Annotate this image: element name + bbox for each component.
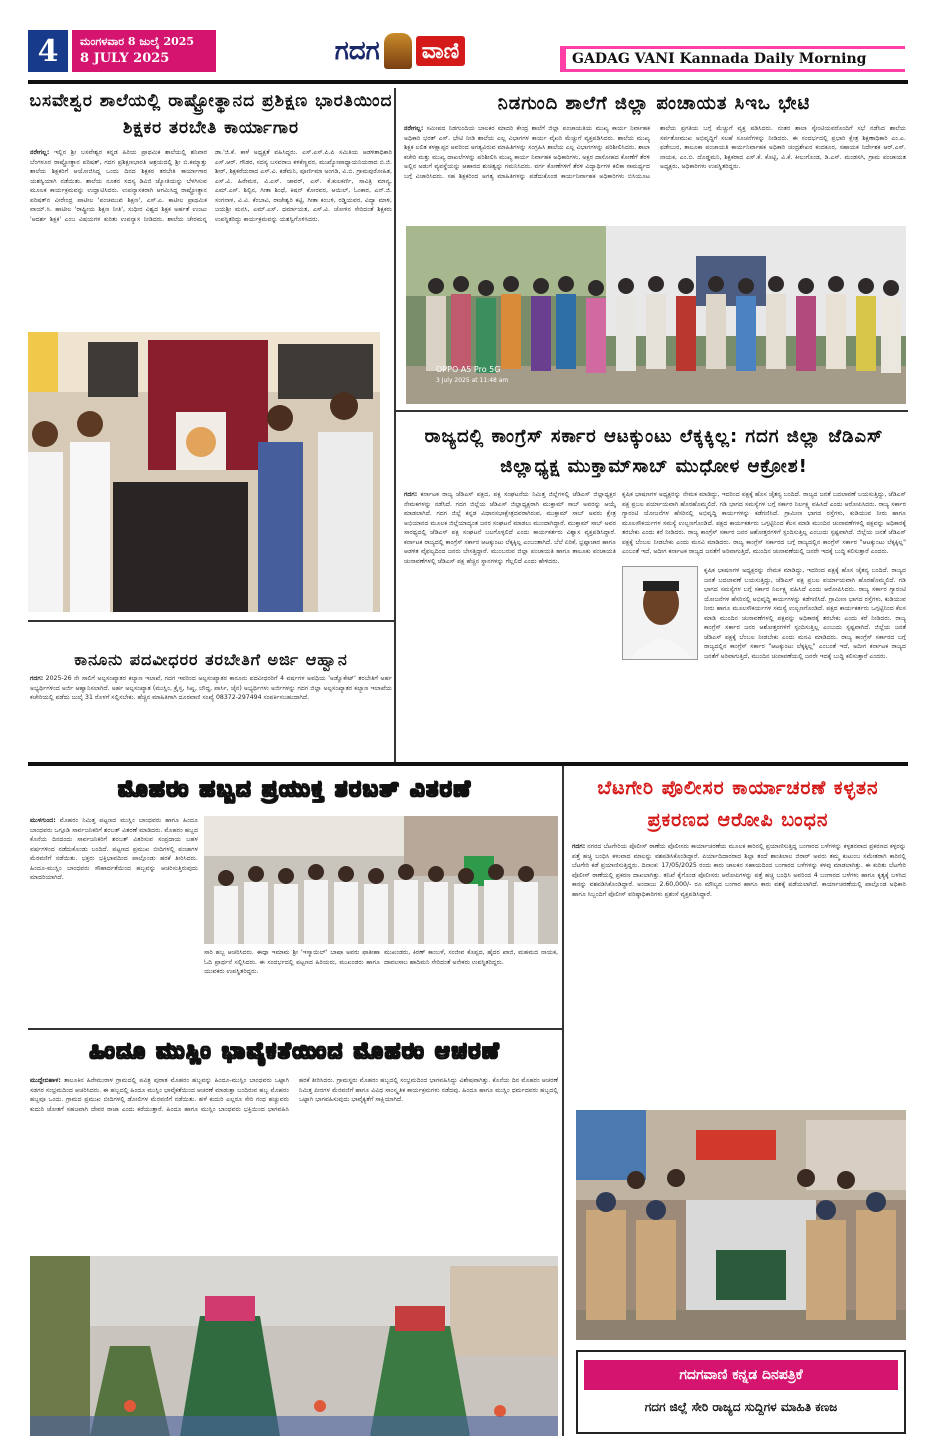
article-body-left: [404, 490, 616, 756]
article-body-right: [384, 948, 558, 1024]
section-divider: [28, 620, 394, 622]
article-headline: ನಿಡಗುಂದಿ ಶಾಲೆಗೆ ಜಿಲ್ಲಾ ಪಂಚಾಯತ ಸಿಇಒ ಭೇಟಿ: [497, 93, 811, 114]
dateline: ಮುದ್ದೇಬಿಹಾಳ:: [30, 1077, 61, 1084]
article-photo: [576, 1110, 906, 1340]
dateline: ಗದಗ:: [404, 491, 418, 498]
dateline: ನರೇಗಲ್ಲ:: [404, 125, 424, 132]
workshop-photo-icon: [28, 332, 380, 612]
article-text: ಕೃಷಿಕ ಭಾಷಣಗಳ ಅಧ್ಯಕ್ಷರನ್ನು ನೇಮಕ ಮಾಡಿದ್ದು, ಇದರಿಂದ ಪಕ್ಷಕ್ಕೆ ಹೊಸ ಚೈತನ್ಯ ಬಂದಿದೆ. ರಾಜ್ಯದ ಜನತೆ ಬದಲಾವಣೆ ಬಯಸುತ್ತಿದ್ದು, ಜೆಡಿಎಸ್ ಪಕ್ಷ ಪ್ರಬಲ ಪರ್ಯಾಯವಾಗಿ ಹೊರಹೊಮ್ಮಲಿದೆ. ಗಡಿ ಭಾಗದ ಸಮಸ್ಯೆಗಳ ಬಗ್ಗೆ ಸರ್ಕಾರ ನಿರ್ಲಕ್ಷ್ಯ ವಹಿಸಿದೆ ಎಂದು ಆರೋಪಿಸಿದರು. ರಾಜ್ಯ ಸರ್ಕಾರ ಗ್ಯಾರಂಟಿ ಯೋಜನೆಗಳ ಹೆಸರಿನಲ್ಲಿ ಅಭಿವೃದ್ಧಿ ಕಾರ್ಯಗಳನ್ನು ಕಡೆಗಣಿಸಿದೆ. ಗ್ರಾಮೀಣ ಭಾಗದ ರಸ್ತೆಗಳು, ಕುಡಿಯುವ ನೀರು ಹಾಗೂ ಮೂಲಸೌಕರ್ಯಗಳ ಸಮಸ್ಯೆ ಉಲ್ಬಣಗೊಂಡಿದೆ. ಪಕ್ಷದ ಕಾರ್ಯಕರ್ತರು ಒಗ್ಗಟ್ಟಿನಿಂದ ಕೆಲಸ ಮಾಡಿ ಮುಂದಿನ ಚುನಾವಣೆಗಳಲ್ಲಿ ಪಕ್ಷವನ್ನು ಅಧಿಕಾರಕ್ಕೆ ತರಬೇಕು ಎಂದು ಕರೆ ನೀಡಿದರು. ರಾಜ್ಯ ಕಾಂಗ್ರೆಸ್ ಸರ್ಕಾರ ಜನರ ಆಶೋತ್ತರಗಳಿಗೆ ಸ್ಪಂದಿಸುತ್ತಿಲ್ಲ ಎಂಬುದು ಸ್ಪಷ್ಟವಾಗಿದೆ. ಜಿಲ್ಲೆಯ ಜನತೆ ಜೆಡಿಎಸ್ ಪಕ್ಷಕ್ಕೆ ಬೆಂಬಲ ನೀಡಬೇಕು ಎಂದು ಮನವಿ ಮಾಡಿದರು. ರಾಜ್ಯ ಕಾಂಗ್ರೆಸ್ ಸರ್ಕಾರದ ಬಗ್ಗೆ ರಾಜ್ಯದಲ್ಲಿನ ಕಾಂಗ್ರೆಸ್ ಸರ್ಕಾರ "ಆಟಕ್ಕುಂಟು ಲೆಕ್ಕಕ್ಕಿಲ್ಲ" ಎಂಬಂತೆ ಇದೆ, ಅದೀಗ ಕರ್ನಾಟಕ ರಾಜ್ಯದ ಜನತೆಗೆ ಅರಿವಾಗುತ್ತಿದೆ, ಮುಂದಿನ ಚುನಾವಣೆಯಲ್ಲಿ ಜನರೇ ಇದಕ್ಕೆ ಬುದ್ಧಿ ಕಲಿಸುತ್ತಾರೆ ಎಂದರು.: [622, 491, 906, 555]
article-headline: ಬೆಟಗೇರಿ ಪೊಲೀಸರ ಕಾರ್ಯಾಚರಣೆ ಕಳ್ಳತನ ಪ್ರಕರಣದ ಆರೋಪಿ ಬಂಧನ: [597, 777, 879, 831]
newspaper-logo: [300, 30, 500, 72]
article-text: ಸಮೀಪದ ನಿಡಗುಂದಿಯ ಬಾಲಕರ ಮಾದರಿ ಕೇಂದ್ರ ಶಾಲೆಗೆ ಜಿಲ್ಲಾ ಪಂಚಾಯತಿಯ ಮುಖ್ಯ ಕಾರ್ಯ ನಿರ್ವಾಹಕ ಅಧಿಕಾರಿ ಭರತ್ ಎಸ್. ಭೇಟಿ ನೀಡಿ ಶಾಲೆಯ ಎಲ್ಲ ವಿಭಾಗಗಳ ಕಾರ್ಯ ವೈಖರಿ ಮೆಚ್ಚುಗೆ ವ್ಯಕ್ತಪಡಿಸಿದರು. ಶಾಲೆಯ ಮುಖ್ಯ ಶಿಕ್ಷಕ ಲಲಿತ ಕಳಕ್ಷಾಪ್ಪರ ಅವರಿಂದ ಅಗತ್ಯವಿರುವ ಮಾಹಿತಿಗಳನ್ನು ಸಂಗ್ರಹಿಸಿ ಶಾಲೆಯ ಎಲ್ಲ ವಿಭಾಗಗಳನ್ನು ಪರಿಶೀಲಿಸಿದರು. ಶಾಲಾ ಕಚೇರಿ ಮತ್ತು ಮುಖ್ಯ ದಾಖಲೆಗಳನ್ನು ಪರಿಶೀಲಿಸಿ ಮುಖ್ಯ ಕಾರ್ಯ ನಿರ್ವಾಹಕ ಅಧಿಕಾರಿಗಳು, ಅಕ್ಷರ ದಾಸೋಹದ ಕೋಣೆಗೆ ತೆರಳಿ ಅಲ್ಲಿನ ಅಡುಗೆ ವ್ಯವಸ್ಥೆಯನ್ನು ಆಹಾರದ ಶುಚಿತ್ವನ್ನು ಗಮನಿಸಿದರು. ವರ್ಗ ಕೋಣೆಗಳಿಗೆ ತೆರಳಿ ವಿದ್ಯಾರ್ಥಿಗಳ ಕಲಿಕಾ ಸಾಮರ್ಥ್ಯದ ಬಗ್ಗೆ ವಿಚಾರಿಸಿದರು. ಸಹ ಶಿಕ್ಷಕರಿಂದ ಅಗತ್ಯ ಮಾಹಿತಿಗಳನ್ನು ಪಡೆದುಕೊಂಡ ಕಾರ್ಯನಿರ್ವಾಹಕ ಅಧಿಕಾರಿಗಳು ಬಿಸಿಯೂಟ ಶಾಲೆಯ ಪ್ರಗತಿಯ ಬಗ್ಗೆ ಮೆಚ್ಚುಗೆ ವ್ಯಕ್ತ ಪಡಿಸಿದರು. ನಂತರ ಶಾಲಾ ಸ್ಕೇಂಟಿಯವರೊಂದಿಗೆ ಸಭೆ ನಡೆಸಿದ ಶಾಲೆಯ ಸರ್ವತೋಮುಖ ಅಭಿವೃದ್ಧಿಗೆ ಸಲಹೆ ಸೂಚನೆಗಳನ್ನು ನೀಡಿದರು. ಈ ಸಂದರ್ಭದಲ್ಲಿ ಪ್ರಭಾರಿ ಕ್ಷೇತ್ರ ಶಿಕ್ಷಣಾಧಿಕಾರಿ ಎಂ.ಎ. ಫಡೇಬುರ, ತಾಲೂಕಾ ಪಂಚಾಯತಿ ಕಾರ್ಯನಿರ್ವಾಹಕ ಅಧಿಕಾರಿ ಚಂದ್ರಶೇಖರ ಕಂದಕೂರ, ಸಹಾಯಕ ನಿರ್ದೇಶಕ ಆರ್.ಎಸ್. ನಾಯಕ, ಎಂ.ಬಿ. ದೊಡ್ಡಮನಿ, ಶಿಕ್ಷಕರಾದ ಎಸ್.ಕೆ. ಕೊಟ್ಟಿ, ವಿ.ಕೆ. ಕೀಲುಗೊಂಡ, ಡಿ.ಎಸ್. ಮಂಡಸಗಿ, ಗ್ರಾಮ ಪಂಚಾಯತ ಅಧ್ಯಕ್ಷರು, ಅಧಿಕಾರಿಗಳು ಉಪಸ್ಥಿತರಿದ್ದರು.: [404, 125, 906, 180]
column-divider: [562, 766, 564, 1436]
article-photo: [30, 1256, 558, 1436]
article-body-right-top: [622, 490, 906, 562]
article-body: [572, 842, 906, 1100]
article-body: [30, 148, 392, 326]
article-body-right: [704, 566, 906, 756]
article-headline: ಮೊಹರಂ ಹಬ್ಬದ ಪ್ರಯುಕ್ತ ಶರಬತ್ ವಿತರಣೆ: [118, 777, 472, 802]
logo-left-text: ಗದಗ: [334, 35, 380, 66]
article-text: ತಾಲೂಕಿನ ಹಿರೇಮುರಾಳ ಗ್ರಾಮದಲ್ಲಿ ಪವಿತ್ರ ಪುರಾತ ಮೊಹರಂ ಹಬ್ಬವನ್ನು ಹಿಂದೂ-ಮುಸ್ಲಿಂ ಬಾಂಧವರು ಒಟ್ಟಾಗಿ ಸಡಗರ ಸಂಭ್ರಮದಿಂದ ಆಚರಿಸಿದರು. ಈ ಹಬ್ಬದಲ್ಲಿ ಹಿಂದೂ ಮುಸ್ಲಿಂ ಭಾವೈಕತೆಯಿಂದ ಆಚರಣೆ ಮಾಡುತ್ತಾ ಬಂದಿರುವ ಹಬ್ಬ ಮೊಹರಂ ಹಬ್ಬವೂ ಒಂದು. ಗ್ರಾಮದ ಪ್ರಮುಖ ಬೀದಿಗಳಲ್ಲಿ ಡೋಲಿಗಳ ಮೆರವಣಿಗೆ ನಡೆಯಿತು. ಹಳೆ ಕುದುರಿ ಎಲ್ಲರೂ ಸೇರಿ ಗಂಧ ಹಚ್ಚುವರು ಕುದುರಿ ಜೋತಗೆ ಸಹಜವಾಗಿ ದೇವರ ರಾಜಾ ಎಂದು ಕರೆಯುತ್ತಾರೆ. ಹಿಂದೂ ಹಾಗೂ ಮುಸ್ಲಿಂ ಬಾಂಧವರು ಭಕ್ತಿಯಿಂದ ಭಾಗವಹಿಸಿ ಹರಕೆ ತೀರಿಸಿದರು. ಗ್ರಾಮಸ್ಥರು ಮೊಹರಂ ಹಬ್ಬದಲ್ಲಿ ಸಂಭ್ರಮದಿಂದ ಭಾಗವಹಿಸಿದ್ದು ವಿಶೇಷವಾಗಿತ್ತು. ಕೊನೆಯ ದಿನ ಮೊಹರಂ ಆಚರಣೆ ನಿಮಿತ್ತ ಪೀರಗಳ ಮೆರವಣಿಗೆ ಹಾಗೂ ವಿವಿಧ ಸಾಂಸ್ಕೃತಿಕ ಕಾರ್ಯಕ್ರಮಗಳು ನಡೆದವು. ಹಿಂದೂ ಹಾಗೂ ಮುಸ್ಲಿಂ ಧರ್ಮದವರು ಹಬ್ಬದಲ್ಲಿ ಒಟ್ಟಾಗಿ ಭಾಗವಹಿಸುವುದು ಭಾವೈಕ್ಯತೆಗೆ ಸಾಕ್ಷಿಯಾಗಿದೆ.: [30, 1077, 558, 1113]
page-number: 4: [28, 30, 68, 72]
date-kannada: ಮಂಗಳವಾರ 8 ಜುಲೈ 2025: [80, 35, 195, 48]
police-photo-icon: [576, 1110, 906, 1340]
promo-box: [576, 1350, 906, 1434]
dateline: ನರೇಗಲ್ಲ:: [30, 149, 50, 156]
column-divider: [394, 410, 396, 762]
article-headline: ಬಸವೇಶ್ವರ ಶಾಲೆಯಲ್ಲಿ ರಾಷ್ಟ್ರೋತ್ಥಾನದ ಪ್ರಶಿಕ್ಷಣ ಭಾರತಿಯಿಂದ ಶಿಕ್ಷಕರ ತರಬೇತಿ ಕಾರ್ಯಾಗಾರ: [29, 91, 393, 138]
procession-photo-icon: [204, 816, 558, 944]
header-divider: [28, 80, 908, 84]
section-divider: [28, 1028, 562, 1030]
article-body: [30, 674, 392, 756]
article-photo: [28, 332, 380, 612]
person-portrait-icon: [623, 567, 698, 660]
article-text: ನಗರದ ಬೆಟಗೇರಿಯ ಪೊಲೀಸ್ ಠಾಣೆಯ ಪೊಲೀಸರು ಕಾರ್ಯಾಚರಣೆಯ ಮೂಲಕ ಕಾರಿನಲ್ಲಿ ಪ್ರಯಾಣಿಸುತ್ತಿದ್ದ ಬಂಗಾರದ ಬಳೆಗಳನ್ನು ಕಳ್ಳತನವಾದ ಪ್ರಕರಣದ ಕಳ್ಳರನ್ನು ಪತ್ತೆ ಹಚ್ಚಿ ಬಂಧಿಸಿ ಕಳುವಾದ ಮಾಲನ್ನು ವಶಪಡಿಸಿಕೊಂಡಿದ್ದಾರೆ. ಪಿರ್ಯಾದಿದಾರರಾದ ಶಿಲ್ಪಾ ತಂದೆ ಶಾಂತಿಲಾಲ ಜಿರಾರ್ ಅವರು ತಮ್ಮ ಕುಟುಂಬ ಸಮೇತರಾಗಿ ಕಾರಿನಲ್ಲಿ ಬೆಟಗೇರಿ ಕಡೆ ಪ್ರಯಾಣಿಸುತ್ತಿದ್ದರು. ದಿನಾಂಕ: 17/05/2025 ರಂದು ಕಾರು ಚಾಲಕನ ಸಹಾಯದಿಂದ ಬಂಗಾರದ ಬಳೆಗಳನ್ನು ಕಳವು ಮಾಡಲಾಗಿತ್ತು. ಈ ಕುರಿತು ಬೆಟಗೇರಿ ಪೊಲೀಸ್ ಠಾಣೆಯಲ್ಲಿ ಪ್ರಕರಣ ದಾಖಲಾಗಿತ್ತು. ತನಿಖೆ ಕೈಗೊಂಡ ಪೊಲೀಸರು ಆರೋಪಿಗಳನ್ನು ಪತ್ತೆ ಹಚ್ಚಿ ಬಂಧಿಸಿ ಅವರಿಂದ 4 ಬಂಗಾರದ ಬಳೆಗಳು ಹಾಗೂ ಕೃತ್ಯಕ್ಕೆ ಬಳಸಿದ ಕಾರನ್ನು ವಶಪಡಿಸಿಕೊಂಡಿದ್ದಾರೆ. ಅಂದಾಜು 2.60,000/- ರೂ ಮೌಲ್ಯದ ಬಂಗಾರ ಹಾಗೂ ಕಾರು ವಶಕ್ಕೆ ಪಡೆಯಲಾಗಿದೆ. ಕಾರ್ಯಾಚರಣೆಯಲ್ಲಿ ಪಾಲ್ಗೊಂಡ ಅಧಿಕಾರಿ ಹಾಗೂ ಸಿಬ್ಬಂದಿಗೆ ಪೊಲೀಸ್ ವರಿಷ್ಠಾಧಿಕಾರಿಗಳು ಪ್ರಶಂಸೆ ವ್ಯಕ್ತಪಡಿಸಿದ್ದಾರೆ.: [572, 843, 906, 898]
article-text: ಮೊಹರಂ ನಿಮಿತ್ತ ಪಟ್ಟಣದ ಮುಸ್ಲಿಂ ಬಾಂಧವರು ಹಾಗೂ ಹಿಂದೂ ಬಾಂಧವರು ಒಗ್ಗೂಡಿ ಸಾರ್ವಜನಿಕರಿಗೆ ಶರಬತ್ ವಿತರಣೆ ಮಾಡಿದರು. ಮೊಹರಂ ಹಬ್ಬದ ಕೊನೆಯ ದಿನದಂದು ಸಾರ್ವಜನಿಕರಿಗೆ ಶರಬತ್ ವಿತರಿಸುವ ಸಂಪ್ರದಾಯ ಬಹಳ ವರ್ಷಗಳಿಂದ ನಡೆದುಕೊಂಡು ಬಂದಿದೆ. ಪಟ್ಟಣದ ಪ್ರಮುಖ ಬೀದಿಗಳಲ್ಲಿ ಪಂಜಾಗಳ ಮೆರವಣಿಗೆ ನಡೆಯಿತು. ಭಕ್ತರು ಭಕ್ತಿಭಾವದಿಂದ ಪಾಲ್ಗೊಂಡು ಹರಕೆ ತೀರಿಸಿದರು. ಹಿಂದೂ-ಮುಸ್ಲಿಂ ಬಾಂಧವರು ಸೌಹಾರ್ದತೆಯಿಂದ ಹಬ್ಬವನ್ನು ಆಚರಿಸುತ್ತಿರುವುದು ಮಾದರಿಯಾಗಿದೆ.: [30, 817, 198, 881]
article-body-mid: [204, 948, 380, 1024]
section-divider: [394, 410, 908, 412]
article-text: ಕೃಷಿಕ ಭಾಷಣಗಳ ಅಧ್ಯಕ್ಷರನ್ನು ನೇಮಕ ಮಾಡಿದ್ದು, ಇದರಿಂದ ಪಕ್ಷಕ್ಕೆ ಹೊಸ ಚೈತನ್ಯ ಬಂದಿದೆ. ರಾಜ್ಯದ ಜನತೆ ಬದಲಾವಣೆ ಬಯಸುತ್ತಿದ್ದು, ಜೆಡಿಎಸ್ ಪಕ್ಷ ಪ್ರಬಲ ಪರ್ಯಾಯವಾಗಿ ಹೊರಹೊಮ್ಮಲಿದೆ. ಗಡಿ ಭಾಗದ ಸಮಸ್ಯೆಗಳ ಬಗ್ಗೆ ಸರ್ಕಾರ ನಿರ್ಲಕ್ಷ್ಯ ವಹಿಸಿದೆ ಎಂದು ಆರೋಪಿಸಿದರು. ರಾಜ್ಯ ಸರ್ಕಾರ ಗ್ಯಾರಂಟಿ ಯೋಜನೆಗಳ ಹೆಸರಿನಲ್ಲಿ ಅಭಿವೃದ್ಧಿ ಕಾರ್ಯಗಳನ್ನು ಕಡೆಗಣಿಸಿದೆ. ಗ್ರಾಮೀಣ ಭಾಗದ ರಸ್ತೆಗಳು, ಕುಡಿಯುವ ನೀರು ಹಾಗೂ ಮೂಲಸೌಕರ್ಯಗಳ ಸಮಸ್ಯೆ ಉಲ್ಬಣಗೊಂಡಿದೆ. ಪಕ್ಷದ ಕಾರ್ಯಕರ್ತರು ಒಗ್ಗಟ್ಟಿನಿಂದ ಕೆಲಸ ಮಾಡಿ ಮುಂದಿನ ಚುನಾವಣೆಗಳಲ್ಲಿ ಪಕ್ಷವನ್ನು ಅಧಿಕಾರಕ್ಕೆ ತರಬೇಕು ಎಂದು ಕರೆ ನೀಡಿದರು. ರಾಜ್ಯ ಕಾಂಗ್ರೆಸ್ ಸರ್ಕಾರ ಜನರ ಆಶೋತ್ತರಗಳಿಗೆ ಸ್ಪಂದಿಸುತ್ತಿಲ್ಲ ಎಂಬುದು ಸ್ಪಷ್ಟವಾಗಿದೆ. ಜಿಲ್ಲೆಯ ಜನತೆ ಜೆಡಿಎಸ್ ಪಕ್ಷಕ್ಕೆ ಬೆಂಬಲ ನೀಡಬೇಕು ಎಂದು ಮನವಿ ಮಾಡಿದರು. ರಾಜ್ಯ ಕಾಂಗ್ರೆಸ್ ಸರ್ಕಾರದ ಬಗ್ಗೆ ರಾಜ್ಯದಲ್ಲಿನ ಕಾಂಗ್ರೆಸ್ ಸರ್ಕಾರ "ಆಟಕ್ಕುಂಟು ಲೆಕ್ಕಕ್ಕಿಲ್ಲ" ಎಂಬಂತೆ ಇದೆ, ಅದೀಗ ಕರ್ನಾಟಕ ರಾಜ್ಯದ ಜನತೆಗೆ ಅರಿವಾಗುತ್ತಿದೆ, ಮುಂದಿನ ಚುನಾವಣೆಯಲ್ಲಿ ಜನರೇ ಇದಕ್ಕೆ ಬುದ್ಧಿ ಕಲಿಸುತ್ತಾರೆ ಎಂದರು.: [704, 567, 906, 660]
portrait-photo: [622, 566, 698, 660]
article-text: ಕರ್ನಾಟಕ ರಾಜ್ಯ ಜೆಡಿಎಸ್ ಪಕ್ಷದ, ಪಕ್ಷ ಸಂಘಟನೆಯ ನಿಮಿತ್ತ ಜಿಲ್ಲೆಗಳಲ್ಲಿ ಜೆಡಿಎಸ್ ಜಿಲ್ಲಾಧ್ಯಕ್ಷರ ನೇಮಕಗಳನ್ನು ನಡೆಸಿದೆ. ಗದಗ ಜಿಲ್ಲೆಯ ಜೆಡಿಎಸ್ ಜಿಲ್ಲಾಧ್ಯಕ್ಷರಾಗಿ ಮುಕ್ತಾಮ್ ಸಾಬ್ ಅವರನ್ನು ಆಯ್ಕೆ ಮಾಡಲಾಗಿದೆ. ಗದಗ ಜಿಲ್ಲೆ ಕನ್ನಡ ವಿಧಾನಸಭಾಕ್ಷೇತ್ರದವರಾಗಿರುವ, ಮುಕ್ತಾಮ್ ಸಾಬ್ ಅವರು ಕ್ಷೇತ್ರ ಅಭಿಯಾನದ ಮೂಲಕ ಜಿಲ್ಲೆಯಾದ್ಯಂತ ಜನರ ಸಂಘಟನೆ ಮಾಡಲು ಮುಂದಾಗಿದ್ದಾರೆ. ಮುಕ್ತಾಮ್ ಸಾಬ್ ಅವರ ಸಾರಥ್ಯದಲ್ಲಿ ಜೆಡಿಎಸ್ ಪಕ್ಷ ಸಂಘಟನೆ ಬಲಗೊಳ್ಳಲಿದೆ ಎಂದು ಕಾರ್ಯಕರ್ತರು ವಿಶ್ವಾಸ ವ್ಯಕ್ತಪಡಿಸಿದ್ದಾರೆ. ಕರ್ನಾಟಕ ರಾಜ್ಯದಲ್ಲಿ ಕಾಂಗ್ರೆಸ್ ಸರ್ಕಾರ ಆಟಕ್ಕುಂಟು ಲೆಕ್ಕಕ್ಕಿಲ್ಲ ಎಂಬಂತಾಗಿದೆ. ಬೆಲೆ ಏರಿಕೆ, ಭ್ರಷ್ಟಾಚಾರ ಹಾಗೂ ಆಡಳಿತ ವೈಫಲ್ಯದಿಂದ ಜನರು ಬೇಸತ್ತಿದ್ದಾರೆ. ಮುಂಬರುವ ಜಿಲ್ಲಾ ಪಂಚಾಯತಿ ಹಾಗೂ ತಾಲೂಕು ಪಂಚಾಯತಿ ಚುನಾವಣೆಗಳಲ್ಲಿ ಜೆಡಿಎಸ್ ಪಕ್ಷ ಹೆಚ್ಚಿನ ಸ್ಥಾನಗಳನ್ನು ಗೆಲ್ಲಲಿದೆ ಎಂದು ಹೇಳಿದರು.: [404, 491, 616, 565]
logo-figure-icon: [384, 33, 412, 69]
article-body-left: [30, 816, 198, 1022]
article-text: ಇಲ್ಲಿನ ಶ್ರೀ ಬಸವೇಶ್ವರ ಕನ್ನಡ ಹಿರಿಯ ಪ್ರಾಥಮಿಕ ಶಾಲೆಯಲ್ಲಿ ಶನಿವಾರ ಬೆಂಗಳೂರ ರಾಷ್ಟ್ರೋತ್ಥಾನ ಪರಿಷತ್, ಗದಗ ಪ್ರಶಿಕ್ಷಣಭಾರತಿ ಆಶ್ರಯದಲ್ಲಿ ಶ್ರೀ ಬಿ.ಕಮ್ಮಾತ್ತು ಶಾಲೆಯ ಶಿಕ್ಷಕರಿಗೆ ಆಯೋಜಿಸಿದ್ದ ಒಂದು ದಿನದ ಶಿಕ್ಷಕರ ತರಬೇತಿ ಕಾರ್ಯಾಗಾರ ಯಶಸ್ವಿಯಾಗಿ ನಡೆಯಿತು. ಶಾಲೆಯ ನೂತನ ಸದಸ್ಯ ಡಿವಿಜಿ ಜ್ಯೋತಿಯನ್ನು ಬೆಳಗಿಸುವ ಮೂಲಕ ಕಾರ್ಯಕ್ರಮವನ್ನು ಉದ್ಘಾಟಿಸಿದರು. ಉಪನ್ಯಾಸಕರಾಗಿ ಆಗಮಿಸಿದ್ದ ರಾಷ್ಟ್ರೋತ್ಥಾನ ಪರಿಷತ್‌ನ ವೀರೇಂದ್ರ ಪಾಟೀಲ 'ಪಂಚಮುಖಿ ಶಿಕ್ಷಣ', ಎಸ್.ಎ. ಕಾಟೀಲ ಪ್ರಾಥಮಿಕ ವಾಯ್.ಸಿ. ಹಾಟೀಲ 'ರಾಷ್ಟ್ರೀಯ ಶಿಕ್ಷಣ ನೀತಿ', ಸುಧೀರ ವಿಶ್ವದ ಶಿಕ್ಷಕ ಅರ್ಹತೆ ಉಂಟು 'ಆದರ್ಶ ಶಿಕ್ಷಕ' ಎಂಬ ವಿಷಯಗಳ ಕುರಿತು ಉಪನ್ಯಾಸ ನೀಡಿದರು. ಶಾಲೆಯ ಚೇರಮನ್ನ ಡಾ.'ಜಿ.ಕೆ. ಕಾಳೆ ಅಧ್ಯಕ್ಷತೆ ವಹಿಸಿದ್ದರು. ಎಸ್.ಎಸ್.ಪಿ.ಪಿ ಸಮಿತಿಯ ಆಡಳಿತಾಧಿಕಾರಿ ಎಸ್.ಆರ್. ಗೌಡರ, ಸದಸ್ಯ ಬಸವರಾಜ ಕಳಕೆಣ್ಣವರ, ಮುಖ್ಯೋಪಾಧ್ಯಾಯನಿಯರಾದ ಬಿ.ಜಿ. ಶೀರ್, ಶಿಕ್ಷಕರೆಯರಾದ ಎಸ್.ವಿ. ಕಡೆಮನಿ, ಪೂರ್ಣಿಮಾ ಅಂಗಡಿ, ವಿ.ಬಿ. ಗ್ರಾಮಪುರೋಹಿತ, ಎಸ್.ವಿ. ಹಿರೇಮಠ, ವಿ.ಎಸ್. ಜಾವರ್, ಎಸ್. ಕೆ.ಕುಲಕರ್ಣಿ, ಸಾವಿತ್ರಿ ಮಾನ್ಯ, ಎಮ್.ಎಸ್. ಶಿಲ್ಪಿನ, ಗೀತಾ ಶಿಂಧೆ, ಕಿಷನ್ ಕೋರವರ, ಆಯಿಲ್, ಓಂಕಾರ, ಎನ್.ಜಿ. ಸಂಗನಾಳ, ವಿ.ವಿ. ಕೆಂಬಾವಿ, ರಾಜೇಶ್ವರಿ ಕಟ್ಟಿ, ಗೀತಾ ಕಂಬಳಿ, ರಡ್ಡಿಯವರ, ವಿದ್ಯಾ ಮಾಳಿ, ಜಯಶ್ರೀ ಮನಸಿ, ಎಮ್.ಎಸ್. ಧರ್ಮಾಯತ, ಎಸ್.ವಿ. ಚೋಳಿನ ಸೇರಿದಂತೆ ಶಿಕ್ಷಕರು ಉಪಸ್ಥಿತರಿದ್ದು ಕಾರ್ಯಕ್ರಮವನ್ನು ಯಶಸ್ವಿಗೊಳಿಸಿದರು.: [30, 149, 392, 223]
article-body: [30, 1076, 558, 1252]
issue-date: [72, 30, 216, 72]
masthead-banner: [560, 46, 905, 72]
promo-subtitle: ಗದಗ ಜಿಲ್ಲೆ ಸೇರಿ ರಾಜ್ಯದ ಸುದ್ದಿಗಳ ಮಾಹಿತಿ ಕಣಜ: [644, 1400, 838, 1414]
section-divider-thick: [28, 762, 908, 766]
article-headline: ಹಿಂದೂ ಮುಸ್ಲಿಂ ಭಾವೈಕತೆಯಿಂದ ಮೊಹರಂ ಆಚರಣೆ: [89, 1039, 501, 1064]
date-english: 8 JULY 2025: [80, 51, 170, 66]
article-text: ಮುಖಂಡರು, ಕಿರಣ್ ಕಾಂಬಳೆ, ಸಂಜೀವ ಕೊಪ್ಪದ, ಹೈದರ ಖಾಜಿ, ಮಹಮದ ನಾಯಕ, ದಾವಲಸಾಬ ಹಾದಿಮನಿ ಸೇರಿದಂತೆ ಅನೇಕರು ಉಪಸ್ಥಿತರಿದ್ದರು.: [384, 949, 558, 966]
festival-photo-icon: [30, 1256, 558, 1436]
article-body: [404, 124, 906, 224]
article-headline: ಕಾನೂನು ಪದವೀಧರರ ತರಬೇತಿಗೆ ಅರ್ಜಿ ಆಹ್ವಾನ: [74, 650, 348, 669]
article-text: ಸಾರಿ ಹಬ್ಬ ಆಚರಿಸಿದರು. ಈದ್ಗಾ ಇಮಾಮ ಶ್ರೀ 'ಇಸ್ಮಾಯಿಲ್' ಬಾಷಾ ಅವರು ಫಾತೀಹಾ ಓದಿ ಪ್ರಾರ್ಥನೆ ಸಲ್ಲಿಸಿದರು. ಈ ಸಂದರ್ಭದಲ್ಲಿ ಪಟ್ಟಣದ ಹಿರಿಯರು, ಮುಖಂಡರು ಹಾಗೂ ಯುವಕರು ಉಪಸ್ಥಿತರಿದ್ದರು.: [204, 949, 380, 975]
photo-date-stamp: 3 July 2025 at 11:48 am: [436, 377, 509, 384]
dateline: ಗದಗ:: [572, 843, 586, 850]
photo-camera-stamp: OPPO A5 Pro 5G: [436, 365, 501, 374]
logo-right-text: ವಾಣಿ: [416, 36, 465, 66]
article-photo: [406, 226, 906, 404]
article-photo: [204, 816, 558, 944]
column-divider: [394, 88, 396, 410]
dateline: ಗದಗ:: [30, 675, 44, 682]
masthead-text: GADAG VANI Kannada Daily Morning: [566, 49, 905, 69]
dateline: ಮುಳಗುಂದ:: [30, 817, 56, 824]
article-headline: ರಾಜ್ಯದಲ್ಲಿ ಕಾಂಗ್ರೆಸ್ ಸರ್ಕಾರ ಆಟಕ್ಕುಂಟು ಲೆಕ್ಕಕ್ಕಿಲ್ಲ: ಗದಗ ಜಿಲ್ಲಾ ಜೆಡಿಎಸ್ ಜಿಲ್ಲಾಧ್ಯಕ್ಷ ಮುಕ್ತಾಮ್‌ಸಾಬ್ ಮುಧೋಳ ಆಕ್ರೋಶ!: [424, 426, 884, 477]
article-text: 2025-26 ನೇ ಸಾಲಿಗೆ ಅಲ್ಪಸಂಖ್ಯಾತರ ಕಲ್ಯಾಣ ಇಲಾಖೆ, ಗದಗ ಇವರಿಂದ ಅಲ್ಪಸಂಖ್ಯಾತರ ಕಾನೂನು ಪದವೀಧರರಿಗೆ 4 ವರ್ಷಗಳ ಅವಧಿಯ 'ಅಡ್ವೊಕೇಟ್' ತರಬೇತಿಗೆ ಅರ್ಹ ಅಭ್ಯರ್ಥಿಗಳಿಂದ ಅರ್ಜಿ ಆಹ್ವಾನಿಸಲಾಗಿದೆ. ಅರ್ಹ ಅಲ್ಪಸಂಖ್ಯಾತ (ಮುಸ್ಲಿಂ, ಕ್ರೈಸ್ತ, ಸಿಖ್ಖ, ಬೌದ್ಧ, ಪಾರ್ಸಿ, ಜೈನ) ಅಭ್ಯರ್ಥಿಗಳು ಅರ್ಜಿಗಳನ್ನು ಗದಗ ಜಿಲ್ಲಾ ಅಲ್ಪಸಂಖ್ಯಾತರ ಕಲ್ಯಾಣ ಇಲಾಖೆಯ ಕಚೇರಿಯಲ್ಲಿ ಪಡೆದು ಜುಲೈ 31 ರೊಳಗೆ ಸಲ್ಲಿಸಬೇಕು. ಹೆಚ್ಚಿನ ಮಾಹಿತಿಗಾಗಿ ದೂರವಾಣಿ ಸಂಖ್ಯೆ 08372-297494 ಸಂಪರ್ಕಿಸಬಹುದಾಗಿದೆ.: [30, 675, 392, 701]
promo-title: ಗದಗವಾಣಿ ಕನ್ನಡ ದಿನಪತ್ರಿಕೆ: [584, 1360, 898, 1390]
